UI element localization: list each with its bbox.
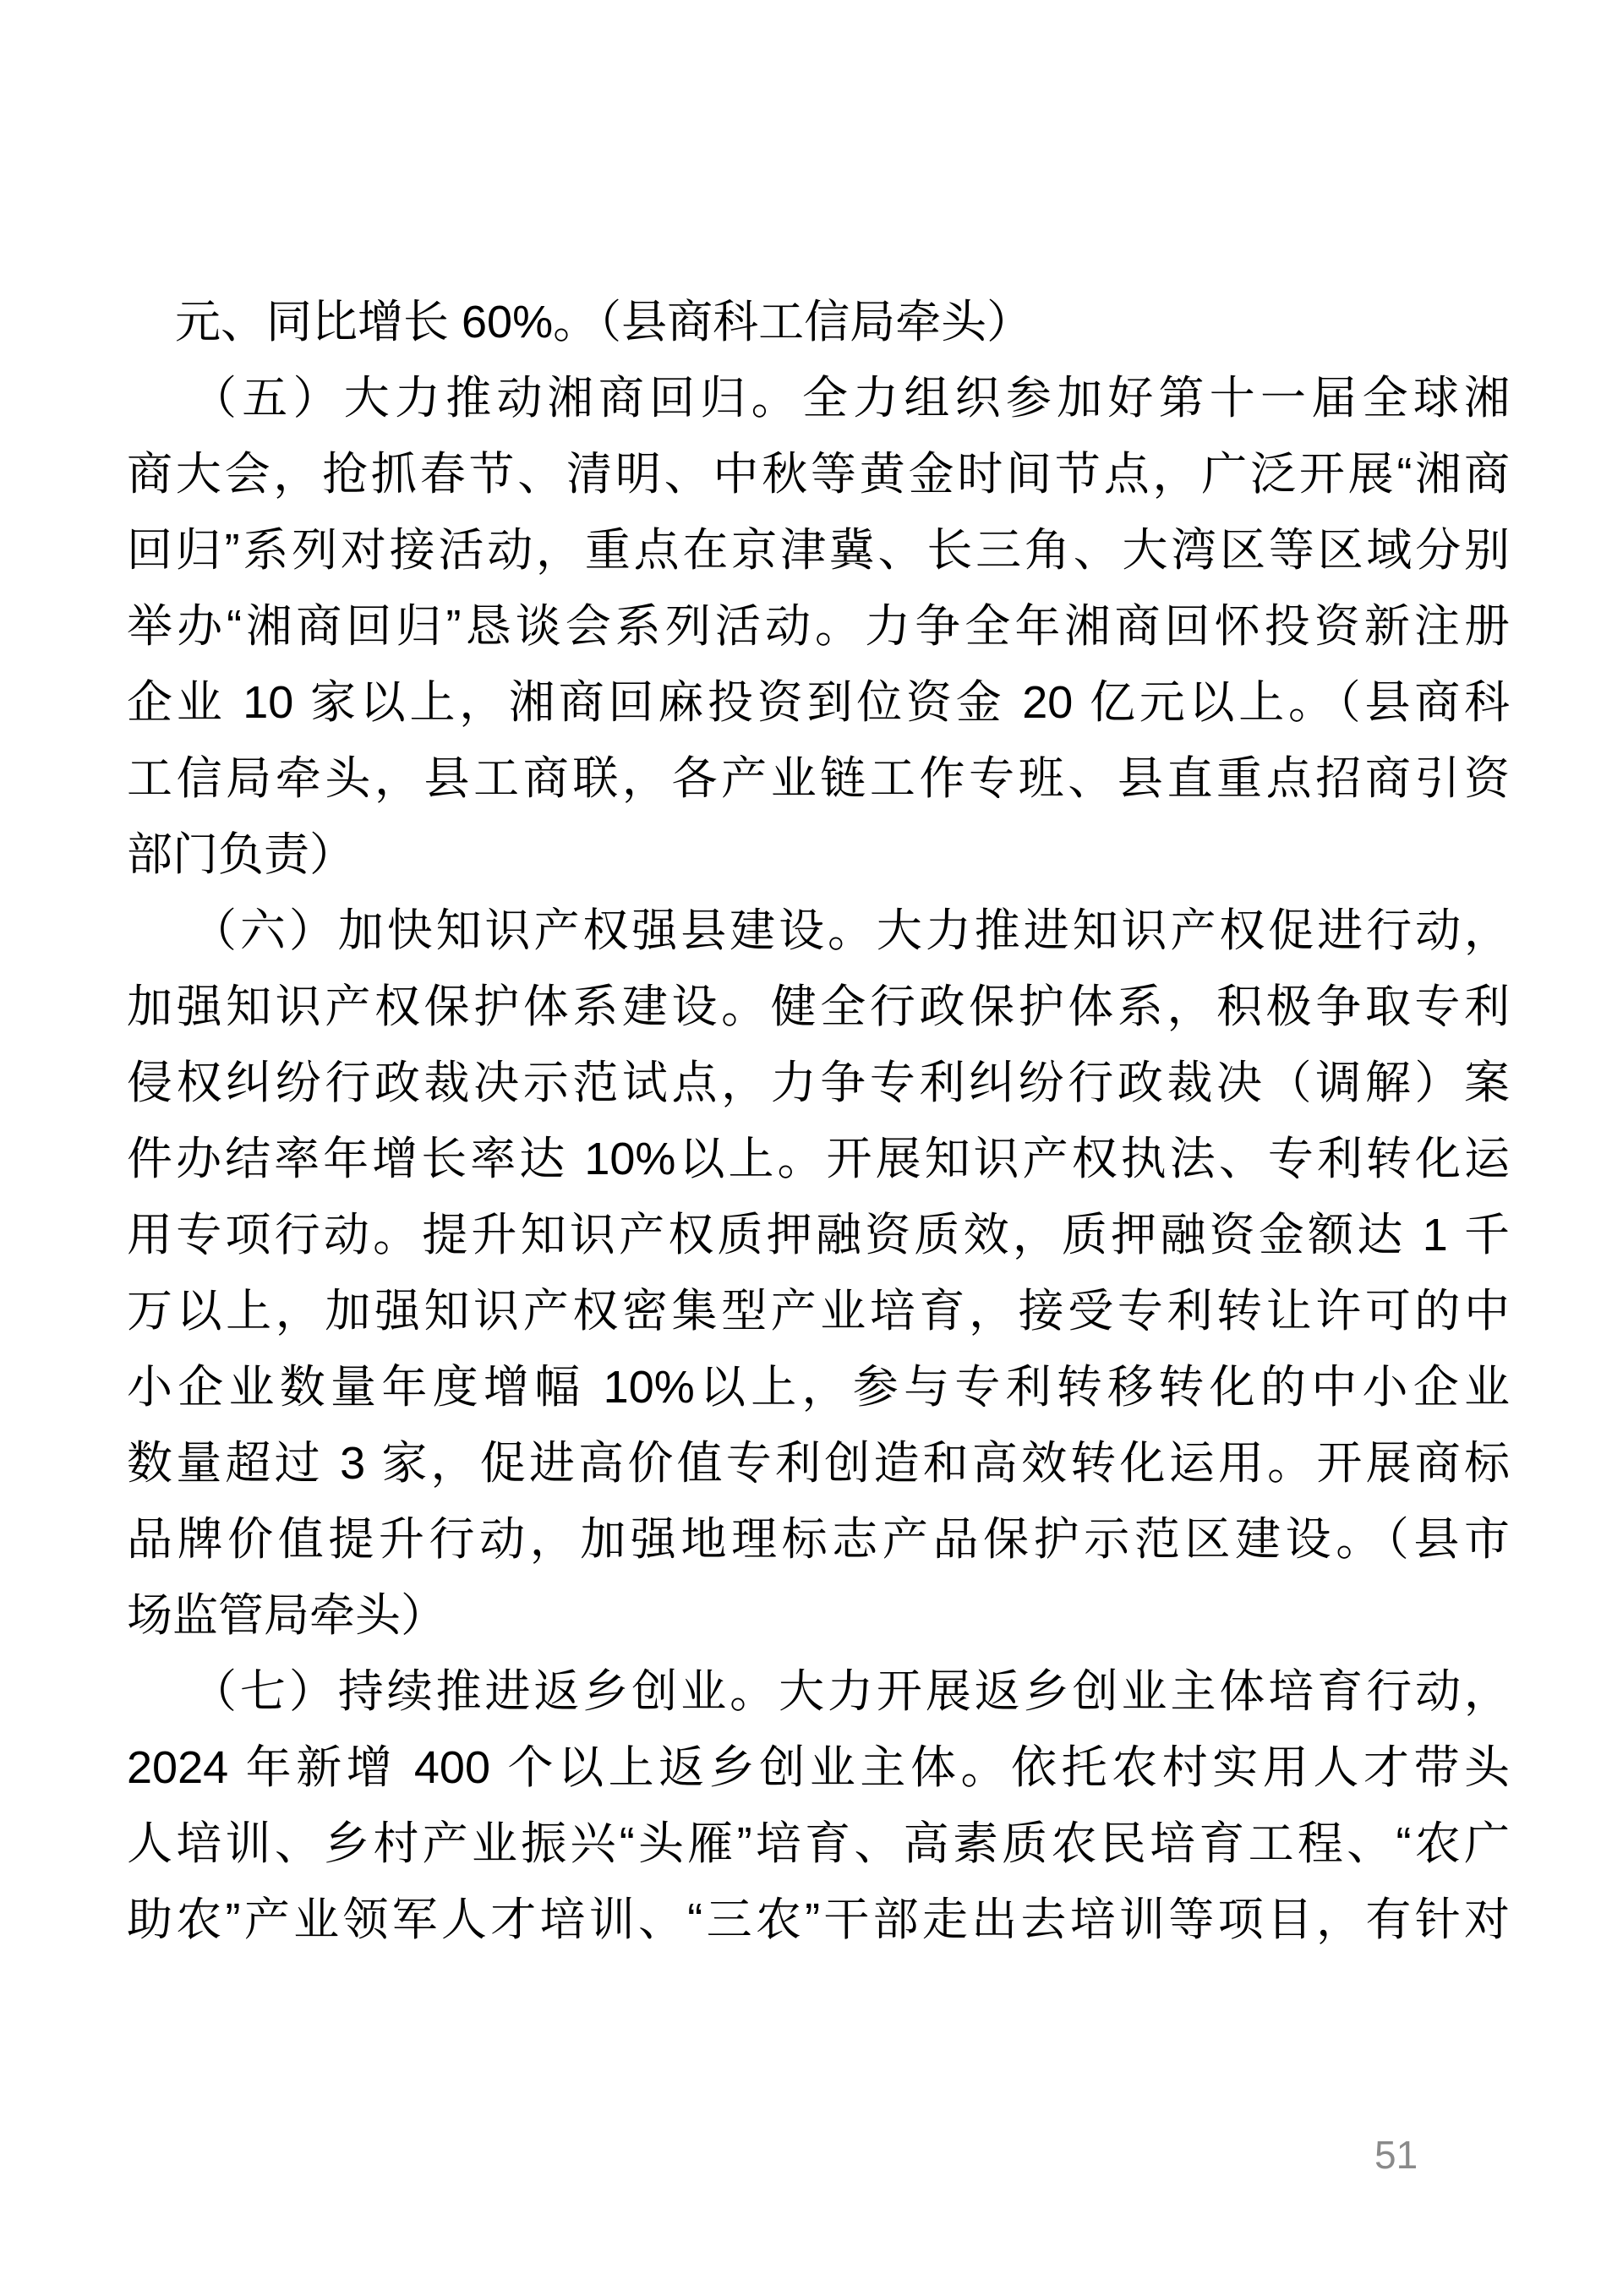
- text-line: 件办结率年增长率达 10%以上。开展知识产权执法、专利转化运: [127, 1134, 1510, 1184]
- text-line: 侵权纠纷行政裁决示范试点，力争专利纠纷行政裁决（调解）案: [127, 1058, 1510, 1108]
- text-line: 小企业数量年度增幅 10%以上，参与专利转移转化的中小企业: [127, 1362, 1510, 1413]
- text-line: 人培训、乡村产业振兴“头雁”培育、高素质农民培育工程、“农广: [127, 1818, 1510, 1869]
- text-line: 数量超过 3 家，促进高价值专利创造和高效转化运用。开展商标: [127, 1438, 1510, 1489]
- text-line: 部门负责）: [127, 829, 355, 880]
- text-line: （六）加快知识产权强县建设。大力推进知识产权促进行动，: [191, 905, 1510, 956]
- text-line: 回归”系列对接活动，重点在京津冀、长三角、大湾区等区域分别: [127, 525, 1510, 576]
- text-line: 用专项行动。提升知识产权质押融资质效，质押融资金额达 1 千: [127, 1210, 1510, 1260]
- text-line: 加强知识产权保护体系建设。健全行政保护体系，积极争取专利: [127, 981, 1510, 1032]
- document-text-body: [127, 284, 1510, 1958]
- text-line: 2024 年新增 400 个以上返乡创业主体。依托农村实用人才带头: [127, 1742, 1510, 1793]
- text-line: 举办“湘商回归”恳谈会系列活动。力争全年湘商回怀投资新注册: [127, 601, 1510, 652]
- text-line: 工信局牵头，县工商联，各产业链工作专班、县直重点招商引资: [127, 753, 1510, 804]
- page-number: 51: [1374, 2133, 1418, 2177]
- text-line: （五）大力推动湘商回归。全力组织参加好第十一届全球湘: [191, 373, 1510, 424]
- text-line: 品牌价值提升行动，加强地理标志产品保护示范区建设。（县市: [127, 1514, 1510, 1565]
- text-line: 企业 10 家以上，湘商回麻投资到位资金 20 亿元以上。（县商科: [127, 677, 1510, 728]
- text-line: 元、同比增长 60%。（县商科工信局牵头）: [175, 297, 1033, 347]
- text-line: 万以上，加强知识产权密集型产业培育，接受专利转让许可的中: [127, 1286, 1510, 1337]
- text-line: （七）持续推进返乡创业。大力开展返乡创业主体培育行动，: [191, 1666, 1510, 1717]
- text-line: 商大会，抢抓春节、清明、中秋等黄金时间节点，广泛开展“湘商: [127, 449, 1510, 500]
- text-line: 助农”产业领军人才培训、“三农”干部走出去培训等项目，有针对: [127, 1894, 1510, 1945]
- text-line: 场监管局牵头）: [127, 1590, 446, 1641]
